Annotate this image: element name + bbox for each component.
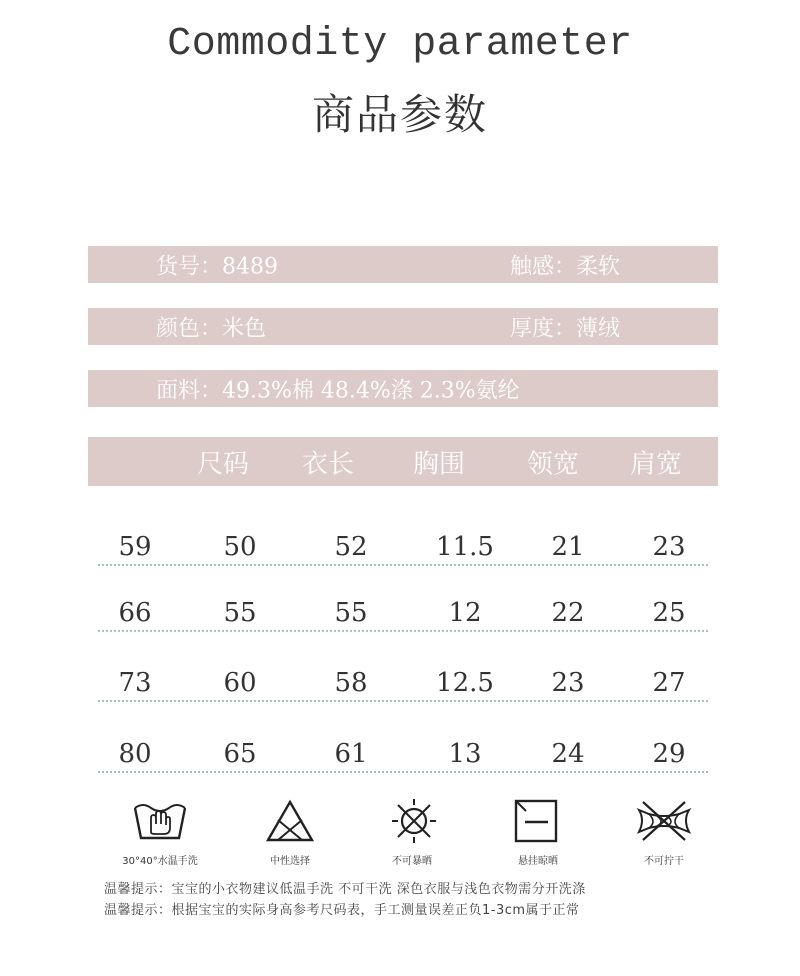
table-row [0,522,800,572]
size-table-header [88,437,784,486]
table-row [0,729,800,779]
care-label: 中性选择 [270,856,310,867]
table-cell: 23 [652,532,686,562]
table-cell: 55 [334,598,368,628]
header-shoulder: 肩宽 [629,449,683,479]
item-number: 货号：8489 [156,254,278,279]
param-bar-2 [88,308,718,345]
table-cell: 12 [448,598,482,628]
table-row [0,588,800,638]
table-cell: 27 [652,668,686,698]
table-cell: 22 [551,598,585,628]
fabric-value: 面料：49.3%棉 48.4%涤 2.3%氨纶 [156,378,520,403]
color-value: 颜色：米色 [156,316,267,341]
care-label: 不可暴晒 [392,856,432,867]
row-divider [98,771,708,773]
table-cell: 65 [223,739,257,769]
table-cell: 59 [118,532,152,562]
care-tip: 温馨提示：宝宝的小衣物建议低温手洗 不可干洗 深色衣服与浅色衣物需分开洗涤 [104,882,586,897]
table-cell: 21 [551,532,585,562]
hang-dry-shade-icon [506,797,566,845]
table-row [0,658,800,708]
header-neck-width: 领宽 [526,449,580,479]
table-cell: 13 [448,739,482,769]
param-bar-1 [88,246,718,283]
header-size: 尺码 [196,449,250,479]
neutral-bleach-icon [260,797,320,845]
care-label: 30°40°水温手洗 [122,856,198,867]
table-cell: 52 [334,532,368,562]
row-divider [98,630,708,632]
header-sleeve: 袖长 [730,449,784,479]
title-chinese: 商品参数 [311,90,488,139]
table-cell: 66 [118,598,152,628]
table-cell: 24 [551,739,585,769]
table-cell: 29 [652,739,686,769]
title-english: Commodity parameter [167,22,633,67]
table-cell: 25 [652,598,686,628]
table-cell: 61 [334,739,368,769]
table-cell: 11.5 [436,532,494,562]
table-cell: 60 [223,668,257,698]
table-cell: 55 [223,598,257,628]
no-sun-exposure-icon [384,797,444,845]
row-divider [98,700,708,702]
care-label: 不可拧干 [644,856,684,867]
table-cell: 73 [118,668,152,698]
table-cell: 23 [551,668,585,698]
param-bar-3 [88,370,718,407]
touch-feel: 触感：柔软 [510,254,621,279]
table-cell: 80 [118,739,152,769]
hand-wash-icon [130,797,190,845]
care-label: 悬挂晾晒 [518,856,558,867]
row-divider [98,564,708,566]
header-chest: 胸围 [412,449,466,479]
table-cell: 50 [223,532,257,562]
table-cell: 12.5 [436,668,494,698]
thickness-value: 厚度：薄绒 [510,316,621,341]
no-wring-icon [634,797,694,845]
size-tip: 温馨提示：根据宝宝的实际身高参考尺码表，手工测量误差正负1-3cm属于正常 [104,903,580,918]
header-length: 衣长 [301,449,355,479]
table-cell: 58 [334,668,368,698]
